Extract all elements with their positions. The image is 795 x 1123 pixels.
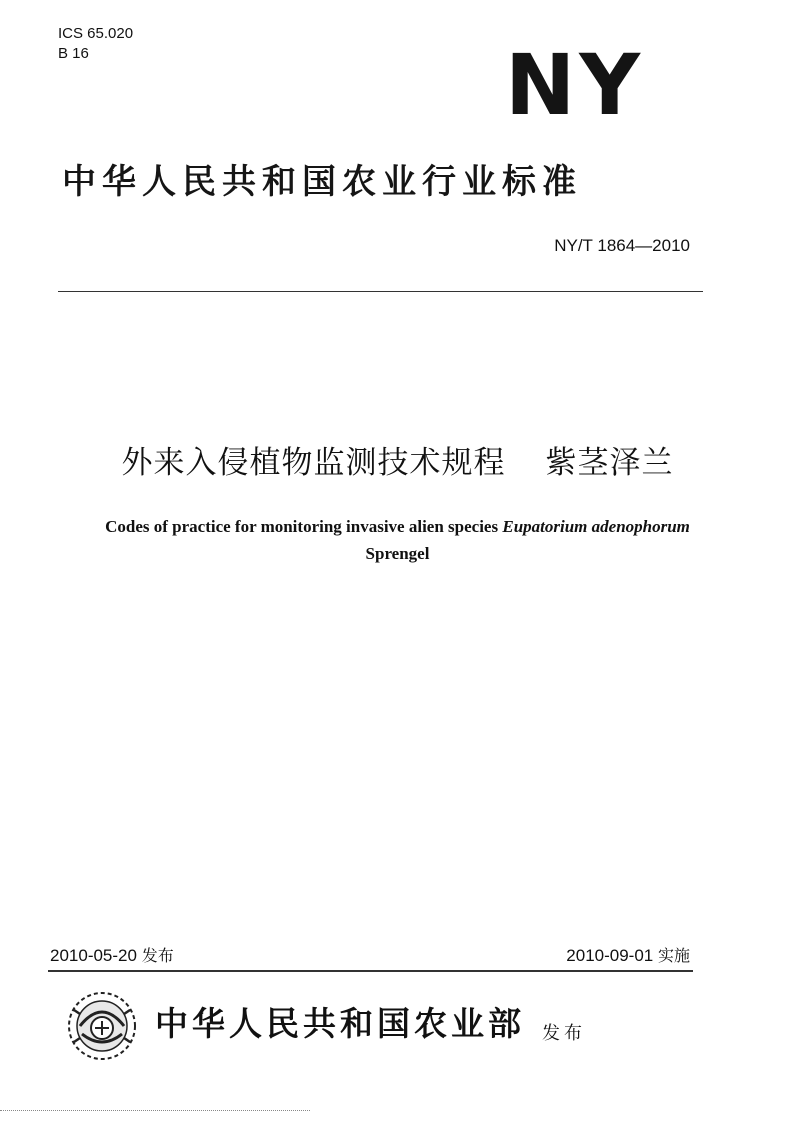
implement-label: 实施 (657, 946, 690, 965)
issuing-authority-suffix: 发布 (542, 1023, 586, 1044)
english-title-species: Eupatorium adenophorum (502, 517, 690, 536)
standard-number: NY/T 1864—2010 (554, 236, 690, 255)
issuing-authority: 中华人民共和国农业部 (155, 1004, 525, 1043)
english-title (30, 513, 765, 567)
scan-artifact-line (0, 1110, 310, 1111)
footer-divider (48, 970, 693, 972)
english-title-authority: Sprengel (365, 544, 430, 563)
ministry-emblem-icon (66, 990, 138, 1062)
issue-label: 发布 (141, 946, 174, 965)
issue-date: 2010-05-20 (50, 946, 137, 965)
implement-date: 2010-09-01 (566, 946, 654, 965)
ccs-code: B 16 (58, 45, 89, 62)
ny-logo-mark: NY (505, 36, 645, 134)
chinese-title (0, 442, 795, 484)
standard-type-heading: 中华人民共和国农业行业标准 (62, 162, 582, 202)
classification-codes (58, 24, 133, 64)
header-divider (58, 291, 703, 292)
english-title-prefix: Codes of practice for monitoring invasive alien species (105, 517, 499, 536)
ics-code: ICS 65.020 (58, 25, 134, 42)
implement-date-line (500, 944, 690, 968)
chinese-title-main: 外来入侵植物监测技术规程 (121, 445, 506, 481)
issue-date-line (50, 944, 174, 968)
chinese-title-species: 紫茎泽兰 (545, 445, 674, 481)
